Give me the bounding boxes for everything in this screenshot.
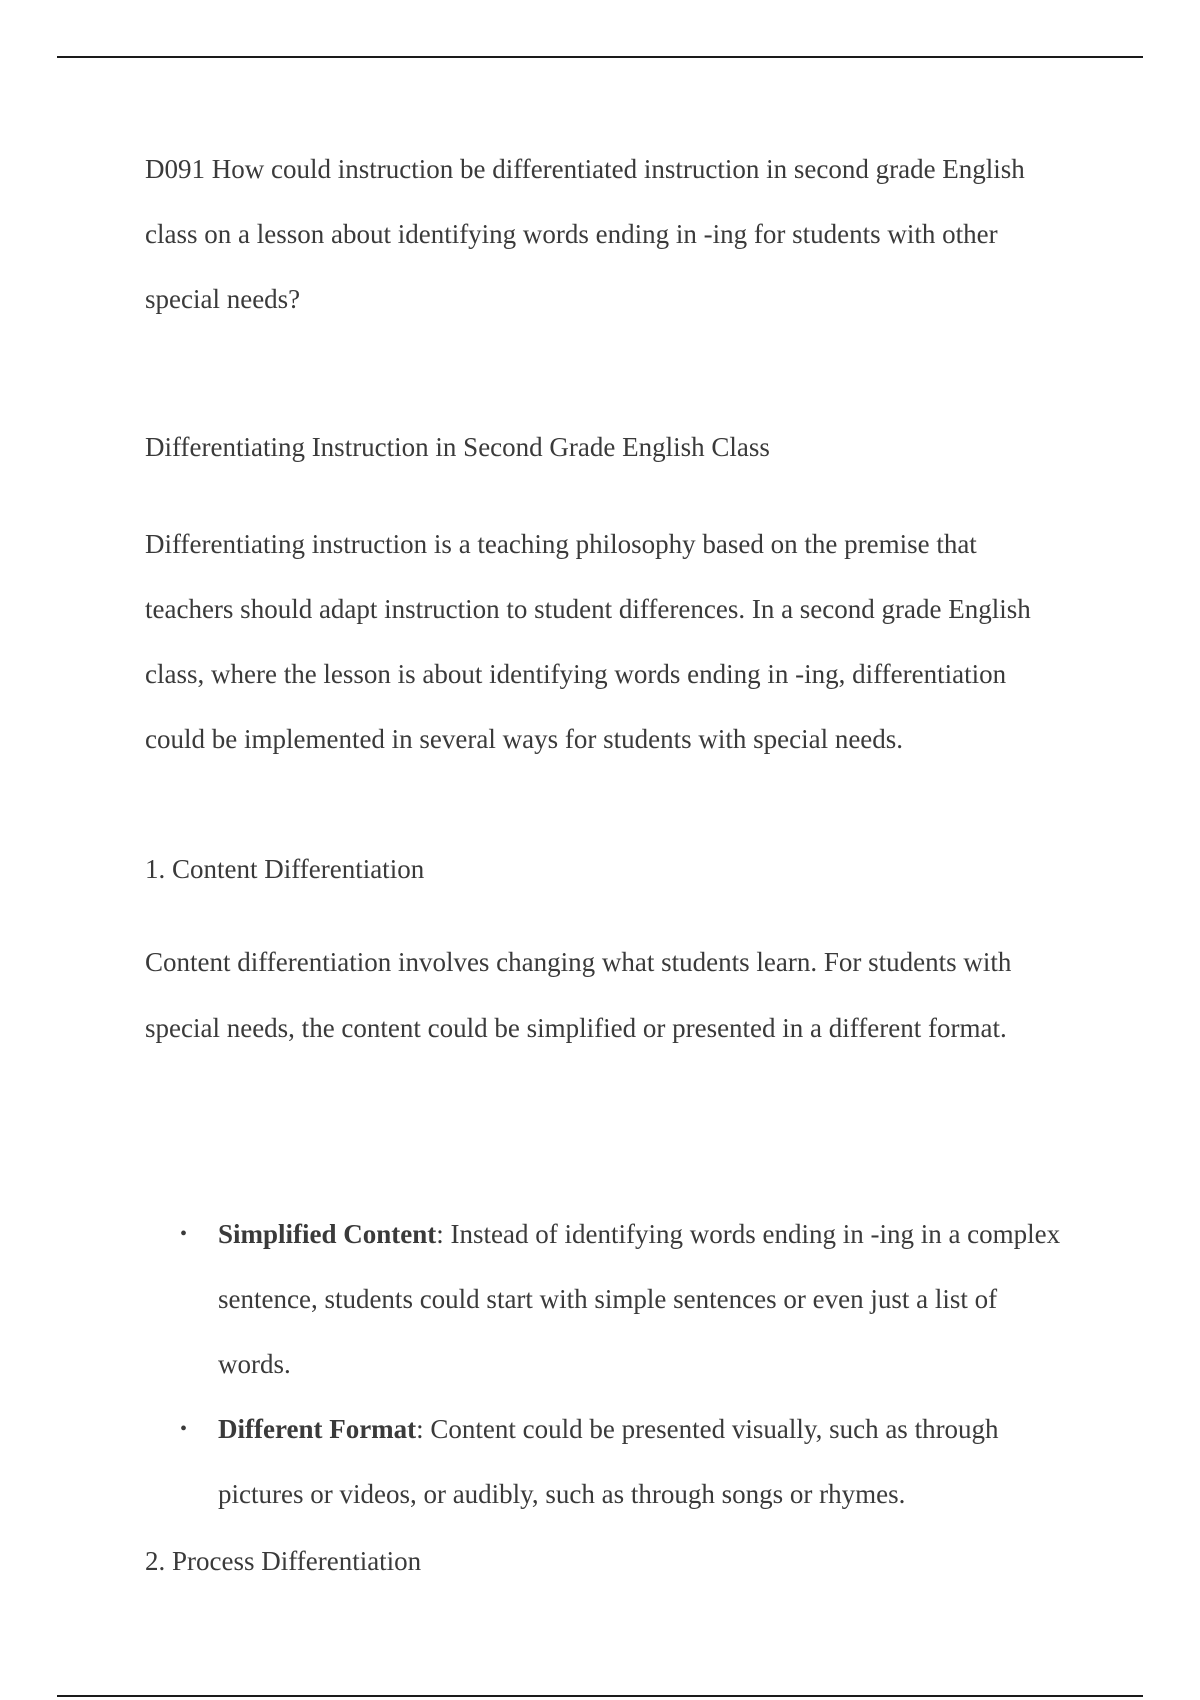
document-body	[145, 137, 1065, 1576]
bullet-marker: •	[180, 1418, 188, 1440]
top-rule	[57, 56, 1143, 58]
section-1-paragraph: Content differentiation involves changing what students learn. For students with special needs, the content could be simplified or presented in a different format.	[145, 947, 1012, 1043]
question-text: D091 How could instruction be differentiated instruction in second grade English class on a lesson about identifying words ending in -ing for students with other special needs?	[145, 154, 1025, 314]
section-1-title: 1. Content Differentiation	[145, 854, 425, 884]
bullet-list	[145, 1202, 1065, 1527]
list-item	[145, 1397, 1065, 1527]
bullet-marker: •	[180, 1223, 188, 1245]
intro-paragraph: Differentiating instruction is a teaching philosophy based on the premise that teachers should adapt instruction to student differences. In a second grade English class, where the lesson is about identifying words ending in -ing, differentiation could be implemented in several ways for students with special needs.	[145, 529, 1031, 754]
bottom-rule	[57, 1695, 1143, 1697]
bullet-text: : Content could be presented visually, such as through pictures or videos, or audibly, such as through songs or rhymes.	[218, 1414, 999, 1509]
bullet-text: : Instead of identifying words ending in -ing in a complex sentence, students could start with simple sentences or even just a list of words.	[218, 1219, 1061, 1379]
list-item	[145, 1202, 1065, 1397]
bullet-term: Simplified Content	[218, 1219, 437, 1249]
bullet-term: Different Format	[218, 1414, 417, 1444]
section-2-title: 2. Process Differentiation	[145, 1546, 422, 1576]
essay-heading: Differentiating Instruction in Second Grade English Class	[145, 432, 770, 462]
